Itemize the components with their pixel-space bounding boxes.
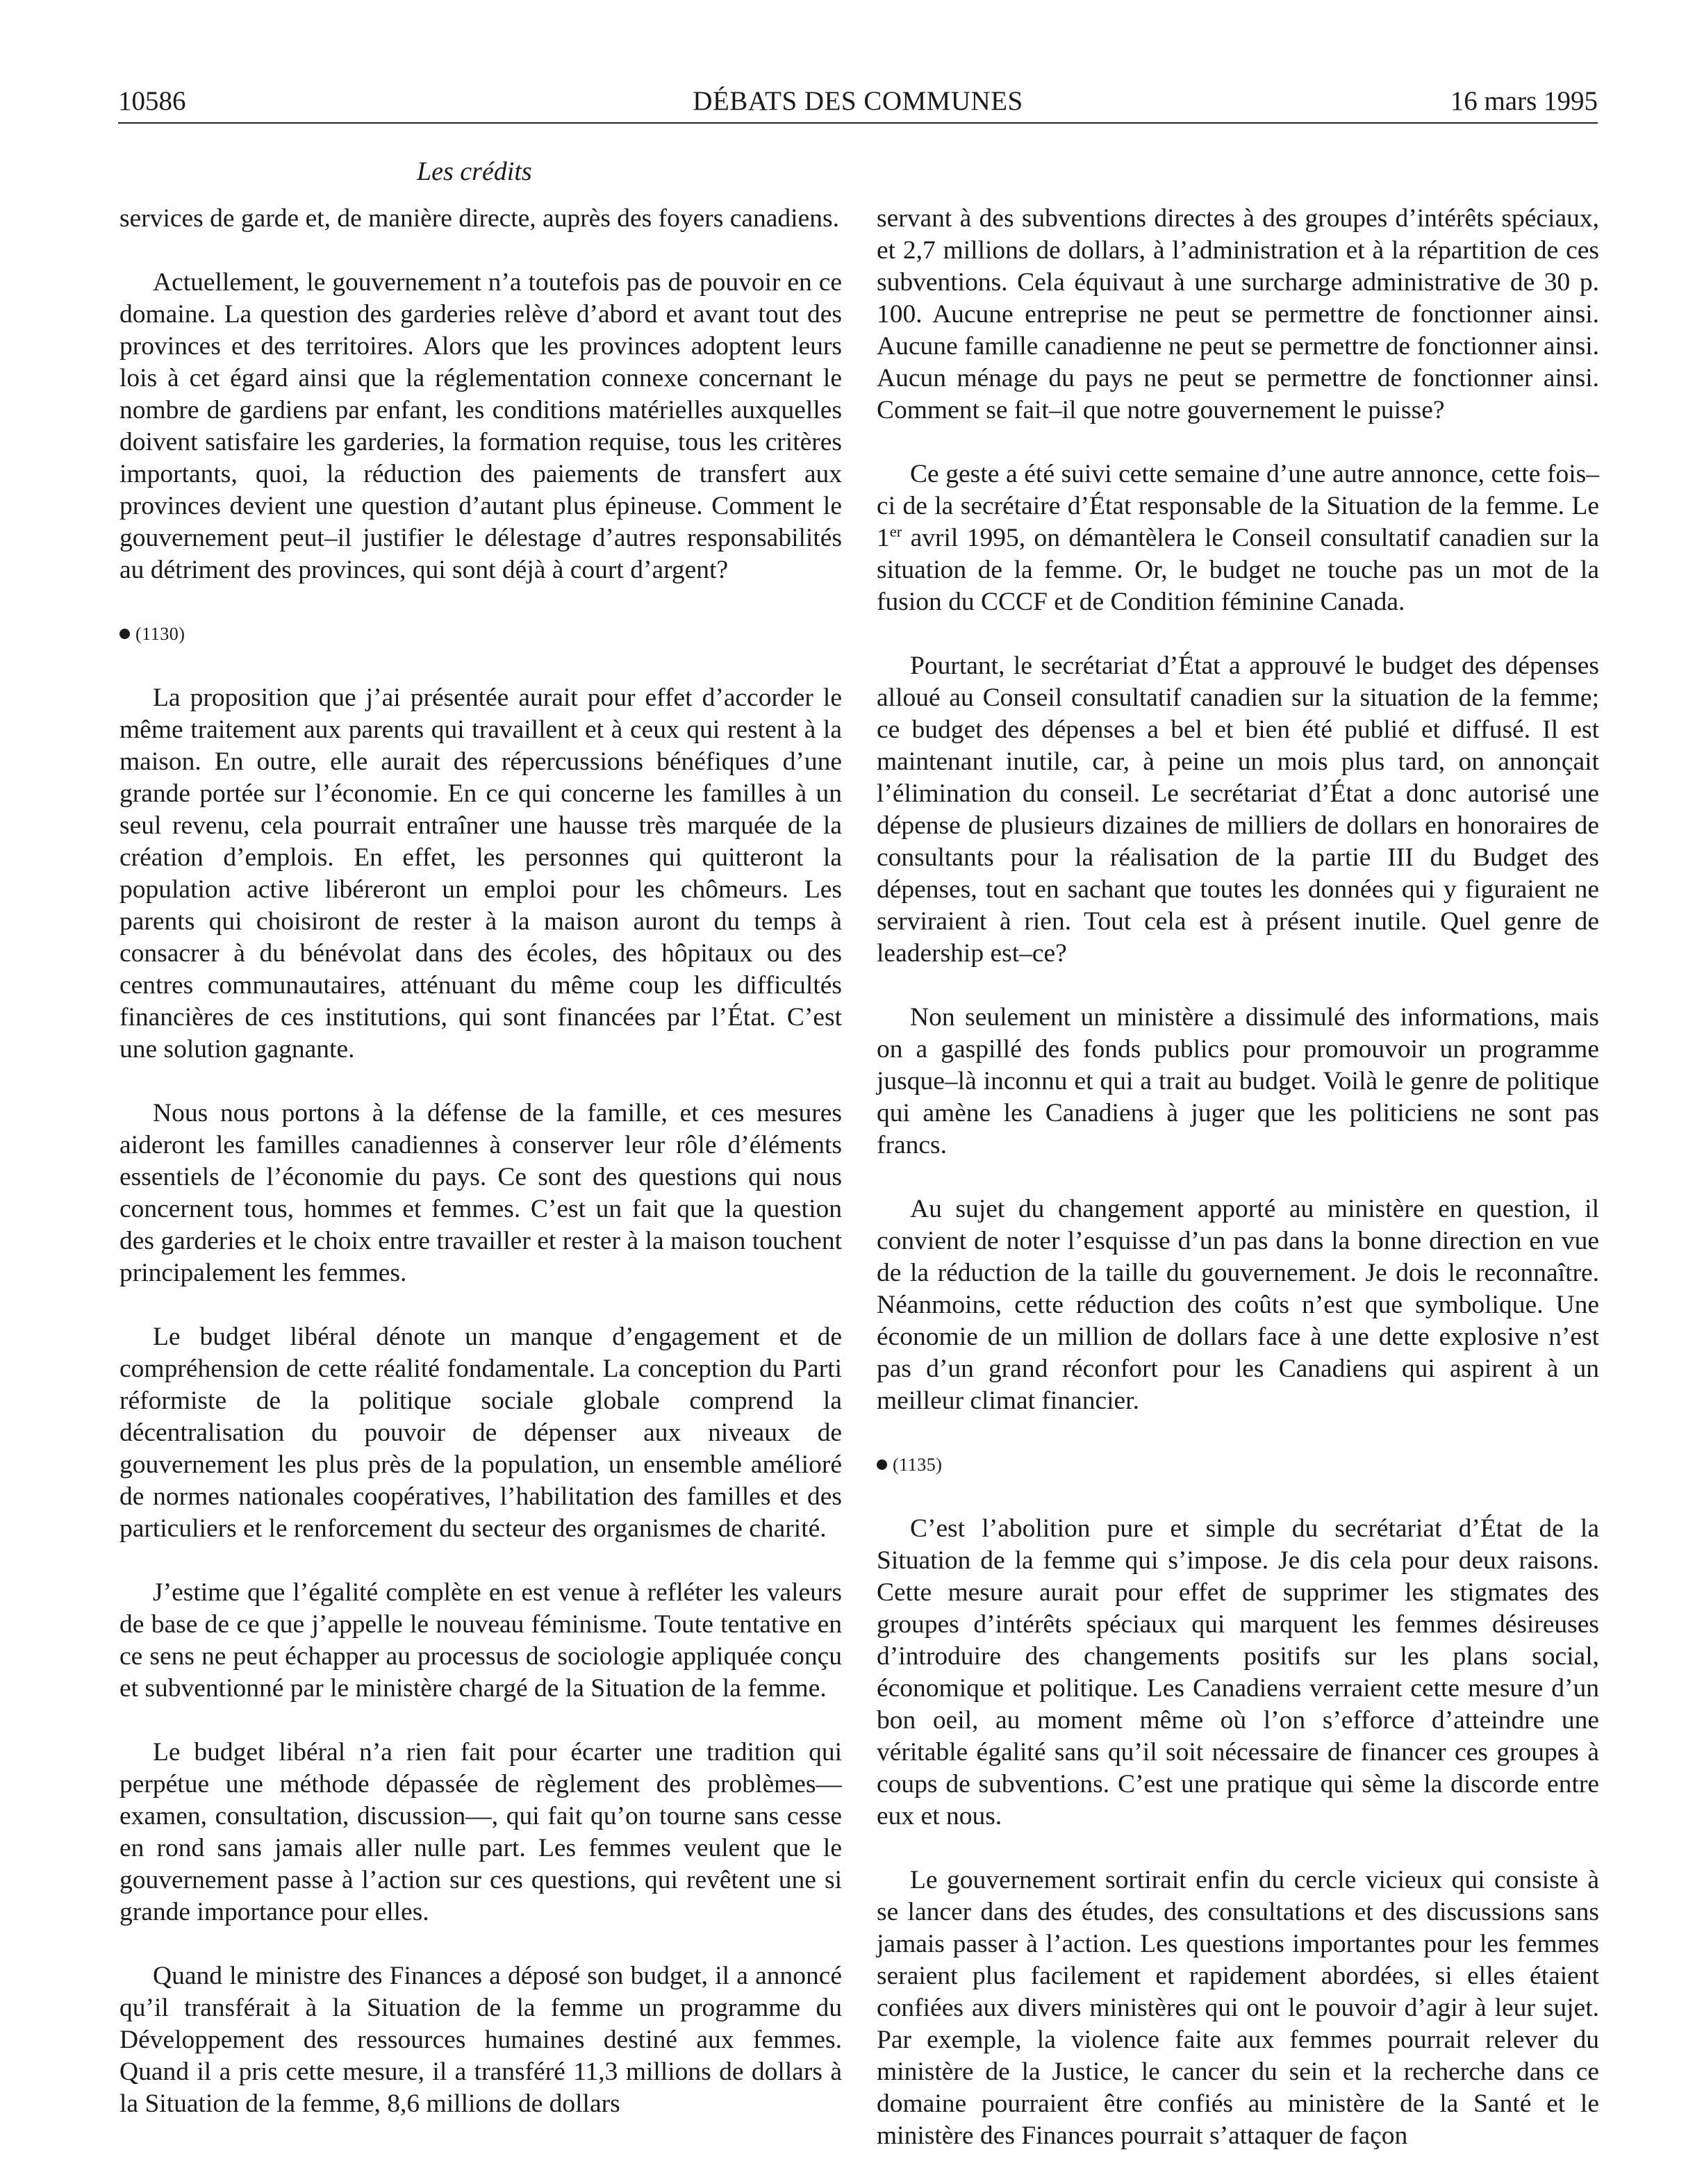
paragraph: Actuellement, le gouvernement n’a toutefois pas de pouvoir en ce domaine. La question des garderies relève d’abord et avant tout des provinces et des territoires. Alors que les provinces adoptent leurs lois à cet égard ainsi que la réglementation connexe concernant le nombre de gardiens par enfant, les conditions matérielles auxquelles doivent satisfaire les garderies, la formation requise, tous les critères importants, quoi, la réduction des paiements de transfert aux provinces devient une question d’autant plus épineuse. Comment le gouvernement peut–il justifier le délestage d’autres responsabilités au détriment des provinces, qui sont déjà à court d’argent? [119,268,842,584]
paragraph: La proposition que j’ai présentée aurait pour effet d’accorder le même traitement aux parents qui travaillent et à ceux qui restent à la maison. En outre, elle aurait des répercussions bénéfiques d’une grande portée sur l’économie. En ce qui concerne les familles à un seul revenu, cela pourrait entraîner une hausse très marquée de la création d’emplois. En effet, les personnes qui quitteront la population active libéreront un emploi pour les chômeurs. Les parents qui choisiront de rester à la maison auront du temps à consacrer à du bénévolat dans des écoles, des hôpitaux ou des centres communautaires, atténuant du même coup les difficultés financières de ces institutions, qui sont financées par l’État. C’est une solution gagnante. [119,684,842,1064]
issue-date: 16 mars 1995 [1450,86,1598,116]
paragraph [877,458,1599,618]
bullet-icon [877,1459,887,1470]
bullet-icon [119,629,130,639]
page-number: 10586 [118,86,186,116]
journal-title: DÉBATS DES COMMUNES [693,86,1023,116]
paragraph-text: avril 1995, on démantèlera le Conseil consultatif canadien sur la situation de la femme. Or, le budget ne touche pas un mot de la fusion du CCCF et de Condition féminine Canada. [877,524,1599,616]
time-marker [119,618,842,650]
paragraph: services de garde et, de manière directe, auprès des foyers canadiens. [119,204,839,233]
paragraph: servant à des subventions directes à des groupes d’intérêts spéciaux, et 2,7 millions de dollars, à l’administration et à la répartition de ces subventions. Cela équivaut à une surcharge administrative de 30 p. 100. Aucune entreprise ne peut se permettre de fonctionner ainsi. Aucune famille canadienne ne peut se permettre de fonctionner ainsi. Aucun ménage du pays ne peut se permettre de fonctionner ainsi. Comment se fait–il que notre gouvernement le puisse? [877,204,1599,424]
header-rule [118,122,1598,124]
time-marker-label: (1130) [135,624,185,644]
paragraph: Nous nous portons à la défense de la famille, et ces mesures aideront les familles canadiennes à conserver leur rôle d’éléments essentiels de l’économie du pays. Ce sont des questions qui nous concernent tous, hommes et femmes. C’est un fait que la question des garderies et le choix entre travailler et rester à la maison touchent principalement les femmes. [119,1099,842,1287]
paragraph: Le budget libéral dénote un manque d’engagement et de compréhension de cette réalité fondamentale. La conception du Parti réformiste de la politique sociale globale comprend la décentralisation du pouvoir de dépenser aux niveaux de gouvernement les plus près de la population, un ensemble amélioré de normes nationales coopératives, l’habilitation des familles et des particuliers et le renforcement du secteur des organismes de charité. [119,1323,842,1543]
paragraph-text: Ce geste a été suivi cette semaine d’une autre annonce, cette fois–ci de la secrétaire d’État responsable de la Situation de la femme. Le 1 [877,460,1599,552]
section-title: Les crédits [417,157,532,186]
paragraph: C’est l’abolition pure et simple du secrétariat d’État de la Situation de la femme qui s’impose. Je dis cela pour deux raisons. Cette mesure aurait pour effet de supprimer les stigmates des groupes d’intérêts spéciaux qui marquent les femmes désireuses d’introduire des changements positifs sur les plans social, économique et politique. Les Canadiens verraient cette mesure d’un bon oeil, au moment même où l’on s’efforce d’atteindre une véritable égalité sans qu’il soit nécessaire de financer ces groupes à coups de subventions. C’est une pratique qui sème la discorde entre eux et nous. [877,1514,1599,1830]
paragraph: J’estime que l’égalité complète en est venue à refléter les valeurs de base de ce que j’appelle le nouveau féminisme. Toute tentative en ce sens ne peut échapper au processus de sociologie appliquée conçu et subventionné par le ministère chargé de la Situation de la femme. [119,1578,842,1703]
running-head [118,82,1598,121]
left-column [119,203,842,2152]
time-marker-label: (1135) [893,1455,943,1475]
paragraph: Le budget libéral n’a rien fait pour écarter une tradition qui perpétue une méthode dépassée de règlement des problèmes— examen, consultation, discussion—, qui fait qu’on tourne sans cesse en rond sans jamais aller nulle part. Les femmes veulent que le gouvernement passe à l’action sur ces questions, qui revêtent une si grande importance pour elles. [119,1738,842,1926]
paragraph: Au sujet du changement apporté au ministère en question, il convient de noter l’esquisse d’un pas dans la bonne direction en vue de la réduction de la taille du gouvernement. Je dois le reconnaître. Néanmoins, cette réduction des coûts n’est que symbolique. Une économie de un million de dollars face à une dette explosive n’est pas d’un grand réconfort pour les Canadiens qui aspirent à un meilleur climat financier. [877,1195,1599,1415]
right-column [877,203,1599,2184]
paragraph: Pourtant, le secrétariat d’État a approuvé le budget des dépenses alloué au Conseil consultatif canadien sur la situation de la femme; ce budget des dépenses a bel et bien été publié et diffusé. Il est maintenant inutile, car, à peine un mois plus tard, on annonçait l’élimination du conseil. Le secrétariat d’État a donc autorisé une dépense de plusieurs dizaines de milliers de dollars en honoraires de consultants pour la réalisation de la partie III du Budget des dépenses, tout en sachant que toutes les données qui y figuraient ne serviraient à rien. Tout cela est à présent inutile. Quel genre de leadership est–ce? [877,652,1599,968]
paragraph: Quand le ministre des Finances a déposé son budget, il a annoncé qu’il transférait à la Situation de la femme un programme du Développement des ressources humaines destiné aux femmes. Quand il a pris cette mesure, il a transféré 11,3 millions de dollars à la Situation de la femme, 8,6 millions de dollars [119,1962,842,2118]
paragraph: Le gouvernement sortirait enfin du cercle vicieux qui consiste à se lancer dans des études, des consultations et des discussions sans jamais passer à l’action. Les questions importantes pour les femmes seraient plus facilement et rapidement abordées, si elles étaient confiées aux divers ministères qui ont le pouvoir d’agir à leur sujet. Par exemple, la violence faite aux femmes pourrait relever du ministère de la Justice, le cancer du sein et la recherche dans ce domaine pourraient être confiés au ministère de la Santé et le ministère des Finances pourrait s’attaquer de façon [877,1866,1599,2150]
superscript: er [889,522,902,540]
paragraph: Non seulement un ministère a dissimulé des informations, mais on a gaspillé des fonds publics pour promouvoir un programme jusque–là inconnu et qui a trait au budget. Voilà le genre de politique qui amène les Canadiens à juger que les politiciens ne sont pas francs. [877,1003,1599,1159]
time-marker [877,1449,1599,1481]
